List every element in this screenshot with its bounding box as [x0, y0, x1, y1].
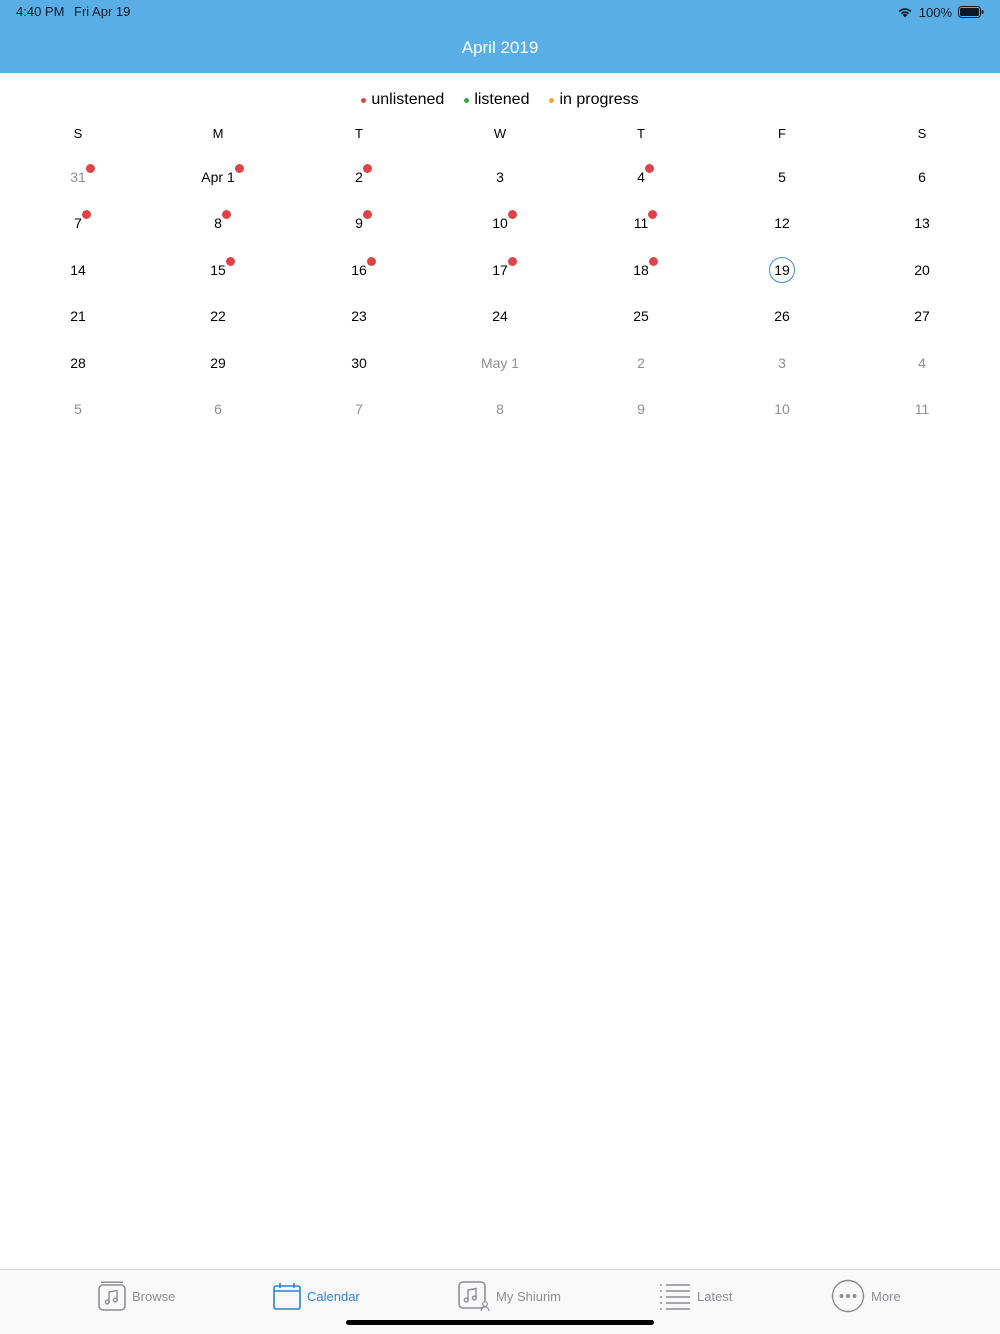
- day-number: [914, 255, 930, 285]
- calendar-day[interactable]: [742, 255, 822, 285]
- legend-label: in progress: [559, 91, 639, 108]
- tab-label: My Shiurim: [496, 1288, 562, 1304]
- day-number: [70, 255, 86, 285]
- weekday-label: S: [73, 126, 83, 141]
- day-number-text: May 1: [480, 355, 520, 371]
- calendar-day[interactable]: [601, 348, 681, 378]
- day-number-text: 9: [637, 401, 645, 417]
- calendar-day[interactable]: [319, 162, 399, 192]
- calendar-day[interactable]: [178, 162, 258, 192]
- more-dots-icon: [831, 1279, 865, 1313]
- day-number: [637, 348, 645, 378]
- unlistened-dot-icon: [226, 257, 235, 266]
- day-number-text: 14: [70, 262, 86, 278]
- day-number-text: 8: [214, 215, 222, 231]
- calendar-day[interactable]: [38, 255, 118, 285]
- day-number-text: 4: [637, 169, 645, 185]
- calendar-day[interactable]: [460, 394, 540, 424]
- unlistened-dot-icon: [508, 210, 517, 219]
- unlistened-dot-icon: [508, 257, 517, 266]
- tab-label: More: [871, 1288, 901, 1304]
- day-number-text: 26: [774, 308, 790, 324]
- tab-label: Latest: [697, 1288, 733, 1304]
- wifi-icon: [897, 6, 913, 18]
- legend-item: [464, 91, 529, 109]
- day-number: [214, 208, 222, 238]
- day-number: [70, 301, 86, 331]
- calendar-day[interactable]: [319, 301, 399, 331]
- day-number-text: 4: [918, 355, 926, 371]
- legend-item: [361, 91, 444, 109]
- calendar-day[interactable]: [178, 301, 258, 331]
- calendar-day[interactable]: [882, 394, 962, 424]
- tab-latest[interactable]: [659, 1280, 732, 1312]
- legend-dot-icon: [549, 98, 554, 103]
- calendar-day[interactable]: [742, 301, 822, 331]
- unlistened-dot-icon: [86, 164, 95, 173]
- day-number: [778, 348, 786, 378]
- day-number: [914, 208, 930, 238]
- battery-icon: [958, 6, 984, 18]
- calendar-day[interactable]: [460, 255, 540, 285]
- unlistened-dot-icon: [235, 164, 244, 173]
- day-number-text: 7: [355, 401, 363, 417]
- day-number-text: 21: [70, 308, 86, 324]
- day-number-text: 2: [355, 169, 363, 185]
- calendar-day[interactable]: [319, 208, 399, 238]
- weekday-label: T: [355, 126, 363, 141]
- calendar-day[interactable]: [882, 255, 962, 285]
- day-number: [74, 394, 82, 424]
- tab-label: Calendar: [307, 1288, 360, 1304]
- calendar-day[interactable]: [742, 162, 822, 192]
- weekday-label: W: [493, 126, 507, 141]
- day-number-text: 10: [774, 401, 790, 417]
- day-number-text: 5: [74, 401, 82, 417]
- legend-label: unlistened: [371, 91, 445, 108]
- day-number: [774, 255, 790, 285]
- day-number: [210, 255, 226, 285]
- unlistened-dot-icon: [82, 210, 91, 219]
- day-number: [201, 162, 234, 192]
- day-number: [351, 348, 367, 378]
- tab-more[interactable]: [831, 1280, 901, 1312]
- calendar-day[interactable]: [601, 255, 681, 285]
- day-number: [774, 301, 790, 331]
- tab-my-shiurim[interactable]: [458, 1280, 561, 1312]
- day-number: [70, 162, 86, 192]
- unlistened-dot-icon: [363, 210, 372, 219]
- day-number: [634, 208, 649, 238]
- day-number-text: 6: [918, 169, 926, 185]
- day-number: [918, 348, 926, 378]
- weekday-label: S: [917, 126, 927, 141]
- day-number-text: 20: [914, 262, 930, 278]
- calendar-day[interactable]: [38, 348, 118, 378]
- day-number-text: 5: [778, 169, 786, 185]
- day-number-text: 29: [210, 355, 226, 371]
- list-icon: [659, 1281, 691, 1311]
- day-number: [492, 208, 508, 238]
- status-time: 4:40 PM: [16, 4, 65, 19]
- calendar-day[interactable]: [38, 301, 118, 331]
- day-number: [351, 255, 367, 285]
- day-number: [74, 208, 82, 238]
- unlistened-dot-icon: [222, 210, 231, 219]
- day-number: [914, 301, 930, 331]
- day-number-text: 18: [633, 262, 649, 278]
- calendar-day[interactable]: [460, 208, 540, 238]
- day-number: [492, 301, 508, 331]
- tab-calendar[interactable]: [273, 1280, 360, 1312]
- music-note-folder-icon: [98, 1281, 126, 1311]
- day-number: [637, 162, 645, 192]
- music-note-user-icon: [458, 1281, 490, 1311]
- day-number-text: 2: [637, 355, 645, 371]
- day-number: [355, 394, 363, 424]
- day-number-text: 7: [74, 215, 82, 231]
- calendar-day[interactable]: [742, 208, 822, 238]
- day-number: [637, 394, 645, 424]
- unlistened-dot-icon: [648, 210, 657, 219]
- weekday-label: F: [778, 126, 786, 141]
- weekday-label: T: [637, 126, 645, 141]
- calendar-icon: [273, 1281, 301, 1311]
- day-number-text: 8: [496, 401, 504, 417]
- calendar-day[interactable]: [38, 208, 118, 238]
- calendar-day[interactable]: [742, 348, 822, 378]
- calendar-day[interactable]: [38, 394, 118, 424]
- calendar-day[interactable]: [319, 394, 399, 424]
- day-number: [915, 394, 930, 424]
- day-number-text: 28: [70, 355, 86, 371]
- unlistened-dot-icon: [367, 257, 376, 266]
- calendar-day[interactable]: [319, 348, 399, 378]
- day-number-text: 19: [774, 262, 790, 278]
- day-number: [355, 208, 363, 238]
- day-number-text: 30: [351, 355, 367, 371]
- day-number-text: 13: [914, 215, 930, 231]
- day-number-text: 22: [210, 308, 226, 324]
- home-indicator: [346, 1320, 654, 1325]
- calendar-day[interactable]: [742, 394, 822, 424]
- calendar-day[interactable]: [882, 348, 962, 378]
- legend-item: [549, 91, 638, 109]
- day-number: [210, 348, 226, 378]
- day-number: [492, 255, 508, 285]
- day-number-text: 24: [492, 308, 508, 324]
- day-number: [918, 162, 926, 192]
- day-number-text: 10: [492, 215, 508, 231]
- calendar-day[interactable]: [178, 208, 258, 238]
- day-number: [633, 255, 649, 285]
- legend-dot-icon: [464, 98, 469, 103]
- calendar-day[interactable]: [882, 162, 962, 192]
- day-number: [70, 348, 86, 378]
- calendar-day[interactable]: [882, 301, 962, 331]
- day-number-text: 15: [210, 262, 226, 278]
- calendar-day[interactable]: [601, 394, 681, 424]
- day-number: [481, 348, 519, 378]
- tab-browse[interactable]: [98, 1280, 175, 1312]
- day-number: [214, 394, 222, 424]
- day-number-text: 25: [633, 308, 649, 324]
- unlistened-dot-icon: [649, 257, 658, 266]
- unlistened-dot-icon: [363, 164, 372, 173]
- calendar-day[interactable]: [178, 348, 258, 378]
- calendar-day[interactable]: [601, 162, 681, 192]
- unlistened-dot-icon: [645, 164, 654, 173]
- calendar-day[interactable]: [38, 162, 118, 192]
- day-number-text: 12: [774, 215, 790, 231]
- day-number-text: 31: [70, 169, 86, 185]
- day-number-text: 17: [492, 262, 508, 278]
- day-number: [633, 301, 649, 331]
- day-number: [496, 394, 504, 424]
- day-number-text: 11: [914, 401, 930, 417]
- month-title: April 2019: [461, 38, 539, 57]
- status-date: Fri Apr 19: [74, 4, 131, 19]
- status-indicators: [897, 4, 984, 20]
- day-number: [351, 301, 367, 331]
- day-number: [210, 301, 226, 331]
- battery-percent: 100%: [918, 4, 952, 20]
- calendar-day[interactable]: [178, 394, 258, 424]
- weekday-header-row: [0, 124, 1000, 144]
- calendar-day[interactable]: [319, 255, 399, 285]
- day-number-text: 27: [914, 308, 930, 324]
- day-number-text: 16: [351, 262, 367, 278]
- day-number: [778, 162, 786, 192]
- calendar-day[interactable]: [178, 255, 258, 285]
- weekday-label: M: [212, 126, 224, 141]
- day-number: [774, 208, 790, 238]
- calendar-day[interactable]: [460, 348, 540, 378]
- day-number-text: 23: [351, 308, 367, 324]
- navigation-header: [0, 0, 1000, 73]
- calendar-day[interactable]: [601, 301, 681, 331]
- day-number-text: 6: [214, 401, 222, 417]
- day-number-text: Apr 1: [201, 169, 235, 185]
- day-number-text: 3: [778, 355, 786, 371]
- day-number: [355, 162, 363, 192]
- calendar-day[interactable]: [460, 162, 540, 192]
- day-number-text: 9: [355, 215, 363, 231]
- status-legend: [0, 88, 1000, 112]
- legend-dot-icon: [361, 98, 366, 103]
- calendar-day[interactable]: [882, 208, 962, 238]
- calendar-day[interactable]: [601, 208, 681, 238]
- legend-label: listened: [474, 91, 530, 108]
- tab-label: Browse: [132, 1288, 176, 1304]
- day-number-text: 11: [633, 215, 649, 231]
- day-number: [774, 394, 790, 424]
- calendar-day[interactable]: [460, 301, 540, 331]
- day-number-text: 3: [496, 169, 504, 185]
- day-number: [496, 162, 504, 192]
